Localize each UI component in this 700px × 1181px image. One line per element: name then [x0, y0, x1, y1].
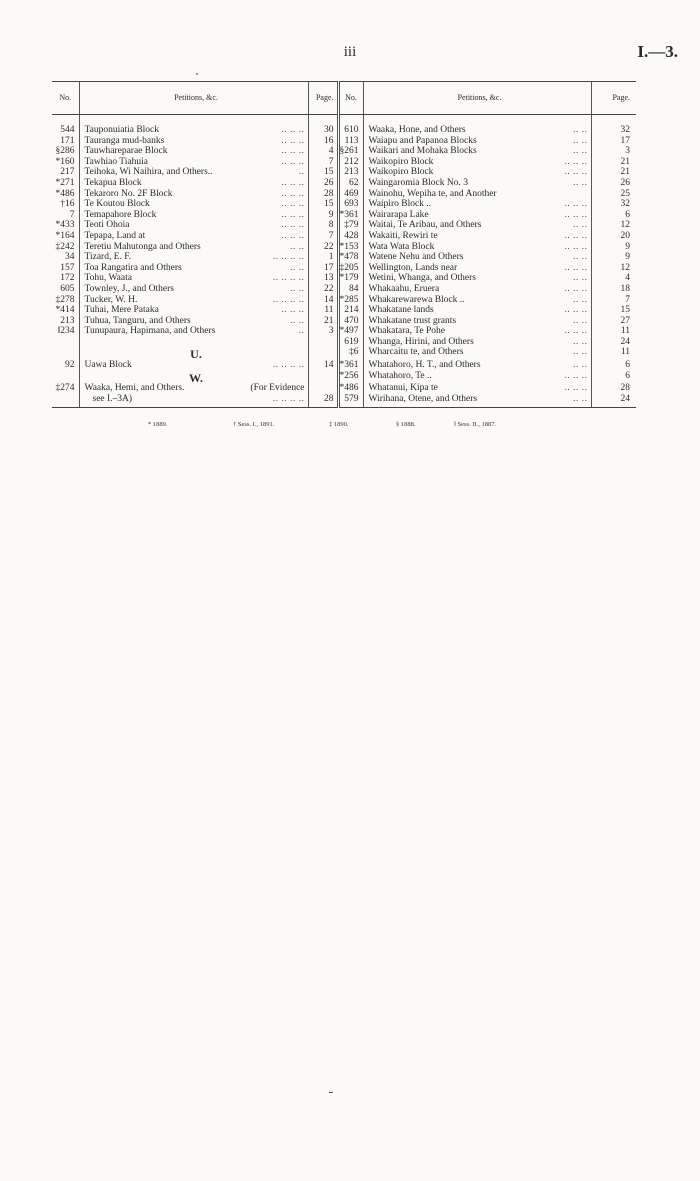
petition-title — [79, 337, 308, 348]
page-number-cell: 25 — [591, 189, 636, 200]
leader-dots: .. .. — [573, 393, 588, 404]
petition-text-continued: (For Evidence — [250, 383, 305, 394]
leader-dots: .. .. .. .. — [272, 252, 305, 263]
page-number-cell: 30 — [308, 125, 338, 136]
table-row — [52, 273, 636, 284]
petition-title — [79, 178, 308, 189]
leader-dots: .. .. .. — [564, 156, 588, 167]
petition-number: 172 — [60, 273, 75, 284]
page-number-cell: 7 — [308, 231, 338, 242]
page-number-cell: 11 — [591, 326, 636, 337]
page-number: iii — [343, 44, 357, 60]
print-speck — [196, 73, 198, 75]
leader-dots: .. .. — [290, 315, 305, 326]
petition-number: ‡274 — [55, 383, 75, 394]
table-row — [52, 394, 636, 408]
petition-title — [363, 157, 591, 168]
leader-dots: .. .. .. — [564, 383, 588, 394]
leader-dots: .. .. .. — [281, 156, 305, 167]
document-reference: I.—3. — [637, 42, 678, 61]
petition-number: 7 — [69, 209, 75, 220]
leader-dots: .. .. .. .. — [272, 393, 305, 404]
petition-title — [79, 125, 308, 136]
petition-number — [52, 394, 79, 408]
page-number-cell: 6 — [591, 371, 636, 384]
petition-title — [79, 273, 308, 284]
petition-number: *361 — [339, 360, 359, 371]
petition-title — [79, 210, 308, 221]
page-number-cell: 24 — [591, 337, 636, 348]
table-row — [52, 326, 636, 337]
leader-dots: .. .. — [573, 294, 588, 305]
petition-title — [79, 360, 308, 371]
page-number-cell: 11 — [591, 347, 636, 360]
petition-number: ‖234 — [57, 326, 75, 337]
leader-dots: .. .. — [573, 347, 588, 358]
section-letter: U. — [79, 347, 308, 360]
petition-title — [363, 231, 591, 242]
petition-text: Waitai, Te Aribau, and Others — [368, 220, 482, 231]
leader-dots: .. .. .. — [564, 230, 588, 241]
table-row — [52, 383, 636, 394]
page-number-cell: 6 — [591, 210, 636, 221]
col-header-page-right: Page. — [591, 82, 636, 115]
petition-title — [363, 178, 591, 189]
petition-title — [79, 189, 308, 200]
table-row — [52, 242, 636, 253]
petition-text: Temapahore Block — [84, 209, 157, 220]
leader-dots: .. .. .. .. — [272, 273, 305, 284]
leader-dots: .. .. — [573, 220, 588, 231]
table-row — [52, 263, 636, 274]
petition-text: Waikopiro Block — [368, 156, 434, 167]
page-number-cell: 26 — [591, 178, 636, 189]
leader-dots: .. .. — [290, 262, 305, 273]
page-number-cell: 17 — [308, 263, 338, 274]
footnote: ‖ Sess. II., 1887. — [454, 421, 497, 428]
petition-number: *433 — [55, 220, 75, 231]
petition-text: Tawhiao Tiahuia — [84, 156, 148, 167]
col-header-petitions: Petitions, &c. — [79, 82, 308, 115]
page-number-cell: 3 — [308, 326, 338, 337]
petition-text: Tizard, E. F. — [84, 252, 132, 263]
leader-dots: .. .. — [573, 273, 588, 284]
petition-title — [363, 273, 591, 284]
petition-title — [79, 146, 308, 157]
petition-number: 428 — [344, 230, 359, 241]
page-number-cell — [308, 347, 338, 360]
page-number-cell: 12 — [591, 263, 636, 274]
petition-number: 213 — [60, 315, 75, 326]
page-number-cell: 27 — [591, 316, 636, 327]
table-row — [52, 189, 636, 200]
petition-text: Whatanui, Kipa te — [368, 383, 438, 394]
petition-text: Waingaromia Block No. 3 — [368, 177, 468, 188]
petition-text: Wainohu, Wepiha te, and Another — [368, 188, 497, 199]
col-header-no: No. — [52, 82, 79, 115]
table-row — [52, 178, 636, 189]
petition-title — [363, 305, 591, 316]
petition-number — [52, 347, 79, 360]
petition-title — [363, 136, 591, 147]
petition-title — [363, 220, 591, 231]
petition-number: 213 — [344, 167, 359, 178]
leader-dots: .. .. .. — [564, 262, 588, 273]
petition-title — [79, 263, 308, 274]
petition-text: Teihoka, Wi Naihira, and Others.. — [84, 167, 213, 178]
table-row — [52, 347, 636, 360]
leader-dots: .. .. .. — [281, 125, 305, 135]
petition-text: Waikari and Mohaka Blocks — [368, 146, 477, 157]
page-number-cell: 24 — [591, 394, 636, 408]
table-row — [52, 316, 636, 327]
leader-dots: .. .. .. — [281, 220, 305, 231]
page-number-cell: 11 — [308, 305, 338, 316]
leader-dots: .. .. .. — [281, 199, 305, 210]
petition-text: Whakatane lands — [368, 305, 434, 316]
page-number-cell: 21 — [591, 157, 636, 168]
leader-dots: .. .. — [573, 336, 588, 347]
petition-text: Tucker, W. H. — [84, 294, 138, 305]
leader-dots: .. .. — [573, 252, 588, 263]
petition-text: Tohu, Waata — [84, 273, 132, 284]
page-number-cell: 32 — [591, 199, 636, 210]
petition-title — [363, 295, 591, 306]
petition-text: Whakatara, Te Pohe — [368, 326, 445, 337]
petition-number: *271 — [55, 177, 75, 188]
petition-text: Waipiro Block .. — [368, 199, 432, 210]
petition-text: Te Koutou Block — [84, 199, 150, 210]
petitions-index-table — [52, 81, 636, 408]
petition-number: 469 — [344, 188, 359, 199]
petition-title — [79, 199, 308, 210]
page-number-cell: 15 — [591, 305, 636, 316]
petition-number: 84 — [349, 283, 359, 294]
leader-dots: .. .. .. — [564, 326, 588, 337]
petition-text: Watene Nehu and Others — [368, 252, 464, 263]
petition-text: Tekapua Block — [84, 177, 142, 188]
petition-title — [79, 167, 308, 178]
petition-title — [79, 316, 308, 327]
page-number-cell: 4 — [591, 273, 636, 284]
petition-number: 470 — [344, 315, 359, 326]
page-number-cell: 32 — [591, 125, 636, 136]
petition-number — [52, 371, 79, 384]
table-row — [52, 295, 636, 306]
table-row — [52, 305, 636, 316]
page-number-cell: 7 — [591, 295, 636, 306]
petition-text: Townley, J., and Others — [84, 283, 174, 294]
leader-dots: .. .. .. — [281, 146, 305, 157]
leader-dots: .. .. — [290, 241, 305, 252]
leader-dots: .. .. .. — [564, 199, 588, 210]
petition-number: *361 — [339, 209, 359, 220]
petition-title — [363, 199, 591, 210]
petition-title — [79, 242, 308, 253]
petition-text: Wakaiti, Rewiri te — [368, 230, 438, 241]
petition-number: 212 — [344, 156, 359, 167]
petition-title — [363, 360, 591, 371]
petition-text: Wairarapa Lake — [368, 209, 429, 220]
petition-number: *179 — [339, 273, 359, 284]
col-header-page: Page. — [308, 82, 338, 115]
petition-text: Tuhai, Mere Pataka — [84, 305, 159, 316]
page-number-cell: 14 — [308, 295, 338, 306]
petition-title — [363, 347, 591, 360]
petition-number: 62 — [349, 177, 359, 188]
petition-title — [363, 326, 591, 337]
petition-number: 619 — [344, 336, 359, 347]
page-number-cell: 28 — [591, 383, 636, 394]
page-number-cell: 7 — [308, 157, 338, 168]
page-number-cell: 28 — [308, 394, 338, 408]
petition-text: Whanga, Hirini, and Others — [368, 336, 474, 347]
petition-title — [363, 394, 591, 408]
petition-text: Whakaahu, Eruera — [368, 283, 440, 294]
table-row — [52, 146, 636, 157]
table-row — [52, 360, 636, 371]
leader-dots: .. .. .. — [281, 177, 305, 188]
footnote: ‡ 1890. — [329, 421, 349, 428]
petition-number: ‡79 — [344, 220, 359, 231]
footnote: * 1889. — [148, 421, 168, 428]
footnote: † Sess. I., 1891. — [233, 421, 275, 428]
leader-dots: .. .. .. — [564, 209, 588, 220]
col-header-petitions-right: Petitions, &c. — [363, 82, 591, 115]
section-letter: W. — [79, 371, 308, 384]
footnote: § 1888. — [396, 421, 416, 428]
petition-title — [363, 383, 591, 394]
petition-title — [79, 136, 308, 147]
page-number-cell: 6 — [591, 360, 636, 371]
petition-title — [79, 220, 308, 231]
table-row — [52, 231, 636, 242]
page-number-cell: 14 — [308, 360, 338, 371]
leader-dots: .. .. .. — [281, 135, 305, 146]
petition-number — [52, 337, 79, 348]
table-row — [52, 136, 636, 147]
leader-dots: .. .. .. .. — [272, 360, 305, 371]
page-number-cell: 9 — [308, 210, 338, 221]
petition-title — [79, 326, 308, 337]
leader-dots: .. .. .. — [281, 305, 305, 316]
petition-title — [363, 263, 591, 274]
petition-text: see I.–3A) — [92, 393, 133, 404]
petition-number: 214 — [344, 305, 359, 316]
leader-dots: .. .. — [573, 135, 588, 146]
petition-title — [363, 210, 591, 221]
petition-number: *486 — [55, 188, 75, 199]
leader-dots: .. .. — [573, 315, 588, 326]
petition-text: Whatahoro, Te .. — [368, 370, 432, 381]
petition-text: Wellington, Lands near — [368, 262, 458, 273]
petition-number: *486 — [339, 383, 359, 394]
petition-number: §286 — [55, 146, 75, 157]
page-number-cell: 21 — [308, 316, 338, 327]
petition-number: ‡6 — [349, 347, 359, 358]
petition-title — [79, 231, 308, 242]
page-number-cell — [308, 371, 338, 384]
table-row — [52, 337, 636, 348]
page-number-cell: 12 — [591, 220, 636, 231]
petition-number: *285 — [339, 294, 359, 305]
petition-number: *414 — [55, 305, 75, 316]
petition-number: *164 — [55, 230, 75, 241]
petition-number: *478 — [339, 252, 359, 263]
page-number-cell: 26 — [308, 178, 338, 189]
petition-text: Tuhua, Tanguru, and Others — [84, 315, 191, 326]
petition-number: ‡278 — [55, 294, 75, 305]
petition-number: *497 — [339, 326, 359, 337]
page-number-cell: 15 — [308, 199, 338, 210]
page-number-cell: 1 — [308, 252, 338, 263]
petition-text: Wata Wata Block — [368, 241, 435, 252]
leader-dots: .. .. — [290, 283, 305, 294]
petition-number: 113 — [344, 135, 359, 146]
leader-dots: .. .. — [573, 125, 588, 135]
petition-title — [363, 242, 591, 253]
petition-title — [363, 167, 591, 178]
page-number-cell: 13 — [308, 273, 338, 284]
petition-number: 610 — [344, 125, 359, 135]
petition-text: Whatahoro, H. T., and Others — [368, 360, 481, 371]
page-number-cell: 9 — [591, 252, 636, 263]
petition-text: Teoti Ohoia — [84, 220, 130, 231]
page-number-cell: 3 — [591, 146, 636, 157]
col-header-no-right: No. — [338, 82, 363, 115]
page-number-cell: 22 — [308, 242, 338, 253]
petition-title — [363, 146, 591, 157]
petition-title — [363, 371, 591, 384]
petition-number: ‡205 — [339, 262, 359, 273]
petition-number: 544 — [60, 125, 75, 135]
table-row — [52, 199, 636, 210]
petition-text: Whakatane trust grants — [368, 315, 457, 326]
page-number-cell: 21 — [591, 167, 636, 178]
petition-number: 605 — [60, 283, 75, 294]
petition-number: 157 — [60, 262, 75, 273]
leader-dots: .. .. .. — [281, 230, 305, 241]
petition-text: Waaka, Hemi, and Others. — [84, 383, 185, 394]
petition-number: 92 — [65, 360, 75, 371]
table-row — [52, 220, 636, 231]
petition-title — [79, 394, 308, 408]
petition-text: Tunupaura, Hapimana, and Others — [84, 326, 216, 337]
petition-text: Waaka, Hone, and Others — [368, 125, 466, 135]
petition-number: *160 — [55, 156, 75, 167]
petition-text: Whakarewarewa Block .. — [368, 294, 465, 305]
petition-number: *153 — [339, 241, 359, 252]
leader-dots: .. .. — [573, 360, 588, 371]
leader-dots: .. .. .. — [281, 188, 305, 199]
petition-text: Tauponuiatia Block — [84, 125, 160, 135]
petition-title — [79, 305, 308, 316]
page-number-cell: 18 — [591, 284, 636, 295]
petition-number: 693 — [344, 199, 359, 210]
petition-title — [363, 337, 591, 348]
petition-text: Uawa Block — [84, 360, 132, 371]
leader-dots: .. .. .. — [564, 283, 588, 294]
petition-title — [79, 252, 308, 263]
petition-number: §261 — [339, 146, 359, 157]
leader-dots: .. — [298, 326, 305, 337]
petition-title — [79, 383, 308, 394]
table-row — [52, 284, 636, 295]
page-number-cell — [308, 383, 338, 394]
leader-dots: .. .. .. — [564, 305, 588, 316]
petition-number: ‡242 — [55, 241, 75, 252]
page-number-cell: 17 — [591, 136, 636, 147]
leader-dots: .. .. — [573, 177, 588, 188]
leader-dots: .. — [298, 167, 305, 178]
table-row — [52, 210, 636, 221]
petition-text: Wharcaitu te, and Others — [368, 347, 464, 358]
table-row — [52, 252, 636, 263]
table-row — [52, 125, 636, 136]
page-number-cell: 28 — [308, 189, 338, 200]
petition-text: Tekaroro No. 2F Block — [84, 188, 173, 199]
petition-text: Wirihana, Otene, and Others — [368, 393, 478, 404]
petition-title — [79, 295, 308, 306]
petition-text: Tauranga mud-banks — [84, 135, 165, 146]
petition-text: Waiapu and Papanoa Blocks — [368, 135, 477, 146]
leader-dots: .. .. .. .. — [272, 294, 305, 305]
petition-title — [363, 316, 591, 327]
petition-text: Toa Rangatira and Others — [84, 262, 182, 273]
petition-title — [363, 189, 591, 200]
page-number-cell: 20 — [591, 231, 636, 242]
table-row — [52, 167, 636, 178]
page-number-cell: 22 — [308, 284, 338, 295]
leader-dots: .. .. .. — [564, 370, 588, 381]
petition-title — [79, 157, 308, 168]
petition-number: 579 — [338, 394, 363, 408]
leader-dots: .. .. .. — [564, 241, 588, 252]
leader-dots: .. .. — [573, 146, 588, 157]
petition-title — [79, 284, 308, 295]
table-row — [52, 157, 636, 168]
table-row — [52, 371, 636, 384]
petition-title — [363, 125, 591, 136]
petition-title — [363, 284, 591, 295]
petition-text: Tepapa, Land at — [84, 230, 146, 241]
petition-number: 34 — [65, 252, 75, 263]
petition-number: 171 — [60, 135, 75, 146]
petition-number: *256 — [339, 370, 359, 381]
page-number-cell: 9 — [591, 242, 636, 253]
page-number-cell: 8 — [308, 220, 338, 231]
petition-title — [363, 252, 591, 263]
petition-text: Tauwhareparae Block — [84, 146, 168, 157]
petition-number: 217 — [60, 167, 75, 178]
petition-text: Teretiu Mahutonga and Others — [84, 241, 201, 252]
petition-number: †16 — [60, 199, 75, 210]
page-number-cell: 4 — [308, 146, 338, 157]
print-mark — [329, 1092, 333, 1093]
page-number-cell: 16 — [308, 136, 338, 147]
page-number-cell — [308, 337, 338, 348]
leader-dots: .. .. .. — [564, 167, 588, 178]
petition-text: Waikopiro Block — [368, 167, 434, 178]
page-number-cell: 15 — [308, 167, 338, 178]
petition-text: Wetini, Whanga, and Others — [368, 273, 476, 284]
leader-dots: .. .. .. — [281, 209, 305, 220]
